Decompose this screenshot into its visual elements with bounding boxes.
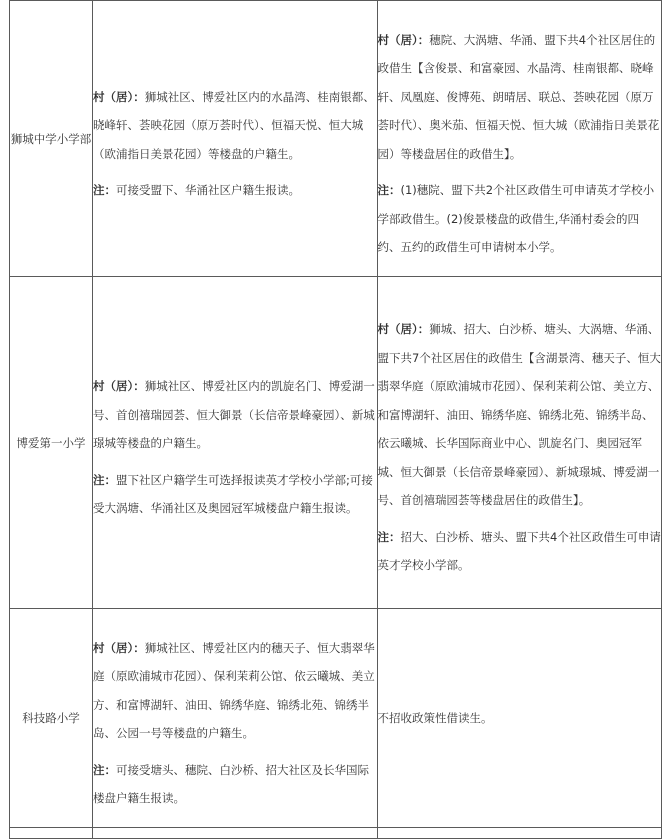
label: 村（居）： — [377, 32, 430, 47]
hukou-text: 狮城社区、博爱社区内的水晶湾、桂南银都、晓峰轩、荟映花园（原万荟时代）、恒福天悦、恒大城（欧浦指日美景花园）等楼盘的户籍生。 — [93, 89, 375, 161]
hukou-cell — [93, 1, 378, 277]
hukou-text: 狮城社区、博爱社区内的穗天子、恒大翡翠华庭（原欧浦城市花园）、保利茉莉公馆、依云曦城、美立方、和富博湖轩、油田、锦绣华庭、锦绣北苑、锦绣半岛、公园一号等楼盘的户籍生。 — [93, 640, 375, 740]
policy-cell — [377, 1, 662, 277]
label: 村（居）： — [93, 640, 145, 655]
table-row — [10, 609, 662, 828]
note-label: 注： — [93, 472, 116, 487]
policy-text: 不招收政策性借读生。 — [377, 710, 493, 725]
school-name: 博爱第一小学 — [10, 277, 93, 609]
hukou-cell — [93, 609, 378, 828]
label: 村（居）： — [93, 379, 145, 394]
hukou-text: 狮城社区、博爱社区内的凯旋名门、博爱湖一号、首创禧瑞园荟、恒大御景（长信帝景峰豪园）、新城璟城等楼盘的户籍生。 — [93, 379, 375, 451]
note-label: 注： — [93, 183, 116, 197]
table-row — [10, 277, 662, 609]
table-row — [10, 828, 662, 839]
policy-note: 招大、白沙桥、塘头、盟下共4个社区政借生可申请英才学校小学部。 — [377, 529, 661, 573]
school-name: 狮城中学小学部 — [10, 1, 93, 277]
hukou-note: 可接受盟下、华涌社区户籍生报读。 — [116, 183, 300, 197]
policy-cell — [377, 277, 662, 609]
school-name: 科技路小学 — [10, 609, 93, 828]
hukou-cell — [93, 277, 378, 609]
policy-cell — [377, 609, 662, 828]
empty-cell — [93, 828, 378, 839]
hukou-note: 可接受塘头、穗院、白沙桥、招大社区及长华国际楼盘户籍生报读。 — [93, 762, 369, 805]
note-label: 注： — [377, 183, 401, 197]
school-enrollment-table — [9, 0, 662, 839]
note-label: 注： — [93, 762, 116, 777]
note-label: 注： — [377, 529, 401, 544]
empty-cell — [377, 828, 662, 839]
label: 村（居）： — [377, 322, 430, 337]
table-row — [10, 1, 662, 277]
empty-cell — [10, 828, 93, 839]
policy-note: (1)穗院、盟下共2个社区政借生可申请英才学校小学部政借生。(2)俊景楼盘的政借生,华涌村委会的四约、五约的政借生可申请树本小学。 — [377, 183, 655, 254]
policy-text: 穗院、大涡塘、华涌、盟下共4个社区居住的政借生【含俊景、和富豪园、水晶湾、桂南银都、晓峰轩、凤凰庭、俊博苑、朗晴居、联总、荟映花园（原万荟时代）、奥米茄、恒福天悦、恒大城（欧浦指日美景花园）等楼盘居住的政借生】。 — [377, 32, 660, 161]
policy-text: 狮城、招大、白沙桥、塘头、大涡塘、华涌、盟下共7个社区居住的政借生【含湖景湾、穗天子、恒大翡翠华庭（原欧浦城市花园）、保利茉莉公馆、美立方、和富博湖轩、油田、锦绣华庭、锦绣北苑、锦绣半岛、依云曦城、长华国际商业中心、凯旋名门、奥园冠军城、恒大御景（长信帝景峰豪园）、新城璟城、博爱湖一号、首创禧瑞园荟等楼盘居住的政借生】。 — [377, 322, 661, 508]
label: 村（居）： — [93, 89, 145, 104]
hukou-note: 盟下社区户籍学生可选择报读英才学校小学部;可接受大涡塘、华涌社区及奥园冠军城楼盘户籍生报读。 — [93, 472, 373, 516]
